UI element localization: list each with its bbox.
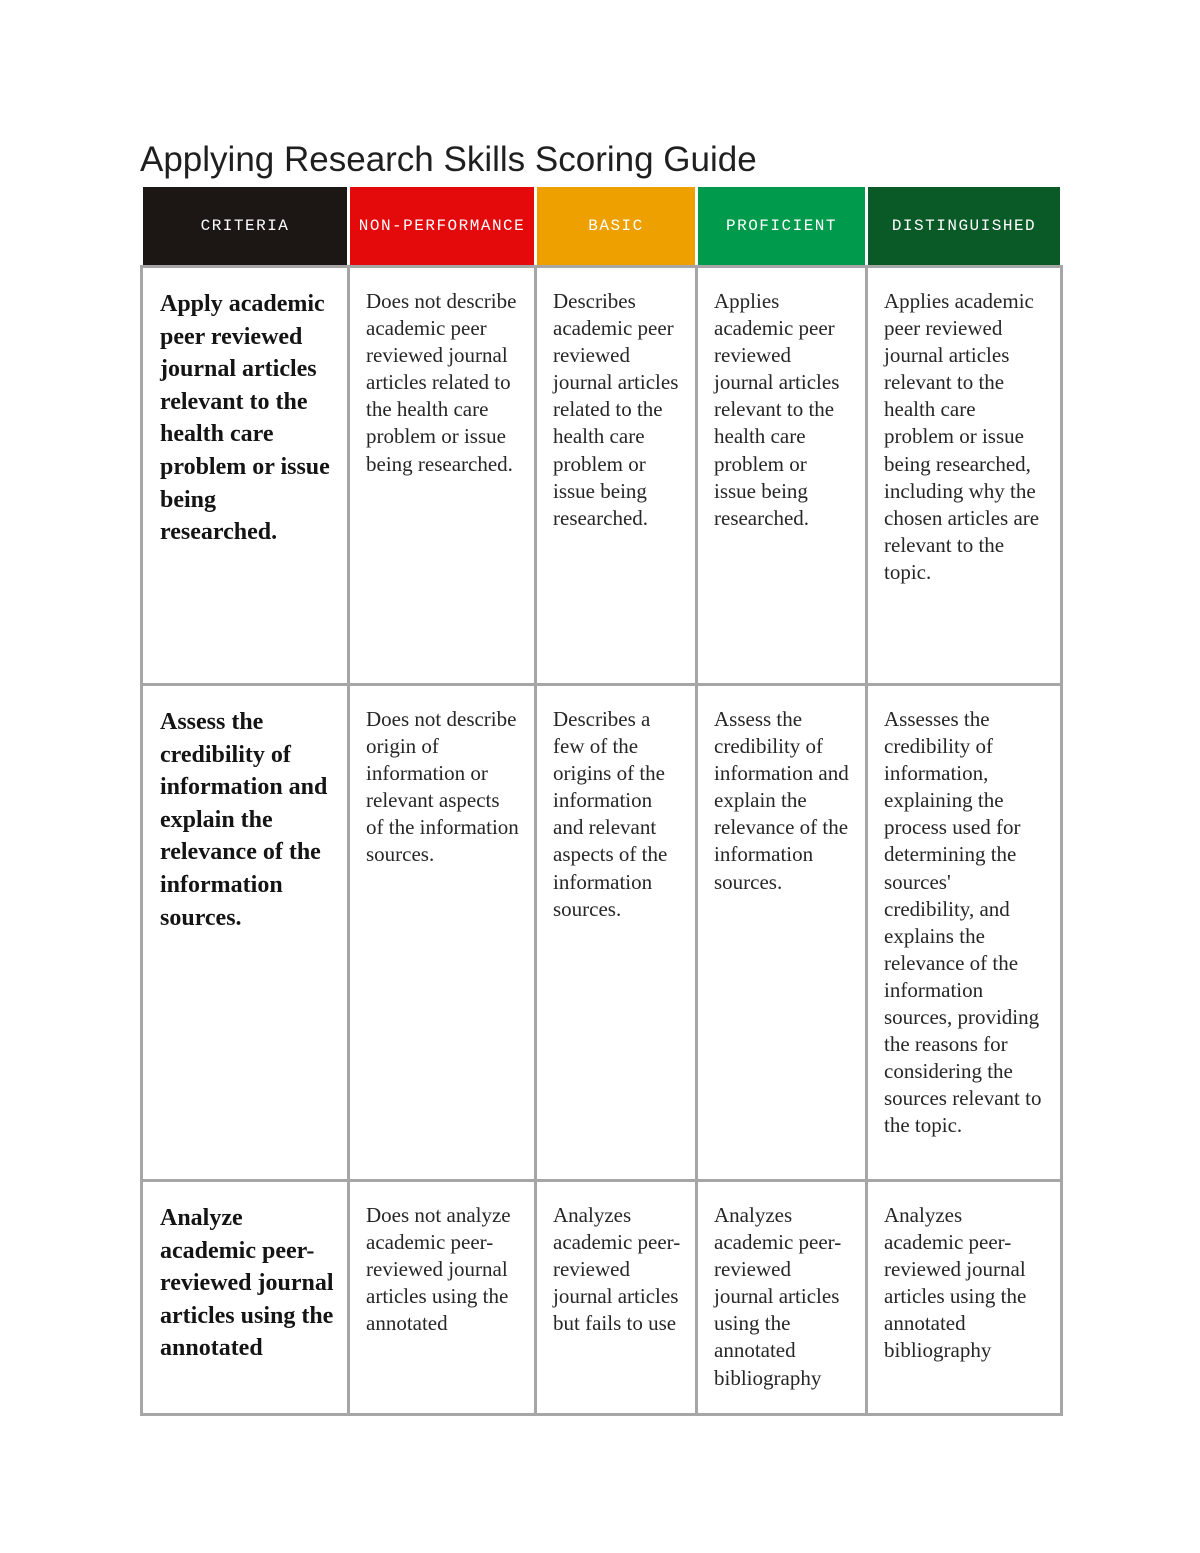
criteria-cell: Apply academic peer reviewed journal articles relevant to the health care problem or issue being researched.: [142, 267, 349, 685]
non-performance-cell: Does not describe origin of information or relevant aspects of the information sources.: [349, 685, 536, 1181]
table-row: [142, 267, 1062, 685]
header-criteria: CRITERIA: [142, 186, 349, 267]
distinguished-cell: Analyzes academic peer-reviewed journal articles using the annotated bibliography: [867, 1181, 1062, 1415]
header-proficient: PROFICIENT: [697, 186, 867, 267]
table-row: [142, 685, 1062, 1181]
non-performance-cell: Does not analyze academic peer-reviewed journal articles using the annotated: [349, 1181, 536, 1415]
rubric-header-row: [142, 186, 1062, 267]
table-row: [142, 1181, 1062, 1415]
criteria-cell: Analyze academic peer-reviewed journal articles using the annotated: [142, 1181, 349, 1415]
non-performance-cell: Does not describe academic peer reviewed journal articles related to the health care problem or issue being researched.: [349, 267, 536, 685]
basic-cell: Analyzes academic peer-reviewed journal articles but fails to use: [536, 1181, 697, 1415]
distinguished-cell: Applies academic peer reviewed journal articles relevant to the health care problem or issue being researched, including why the chosen articles are relevant to the topic.: [867, 267, 1062, 685]
header-distinguished: DISTINGUISHED: [867, 186, 1062, 267]
header-basic: BASIC: [536, 186, 697, 267]
basic-cell: Describes a few of the origins of the information and relevant aspects of the information sources.: [536, 685, 697, 1181]
proficient-cell: Assess the credibility of information and explain the relevance of the information sources.: [697, 685, 867, 1181]
page-title: Applying Research Skills Scoring Guide: [140, 140, 757, 179]
proficient-cell: Analyzes academic peer-reviewed journal articles using the annotated bibliography: [697, 1181, 867, 1415]
distinguished-cell: Assesses the credibility of information, explaining the process used for determining the sources' credibility, and explains the relevance of the information sources, providing the reasons for considering the sources relevant to the topic.: [867, 685, 1062, 1181]
scoring-rubric-table: [140, 184, 1063, 1416]
proficient-cell: Applies academic peer reviewed journal articles relevant to the health care problem or issue being researched.: [697, 267, 867, 685]
header-non-performance: NON-PERFORMANCE: [349, 186, 536, 267]
basic-cell: Describes academic peer reviewed journal articles related to the health care problem or issue being researched.: [536, 267, 697, 685]
criteria-cell: Assess the credibility of information and explain the relevance of the information sources.: [142, 685, 349, 1181]
